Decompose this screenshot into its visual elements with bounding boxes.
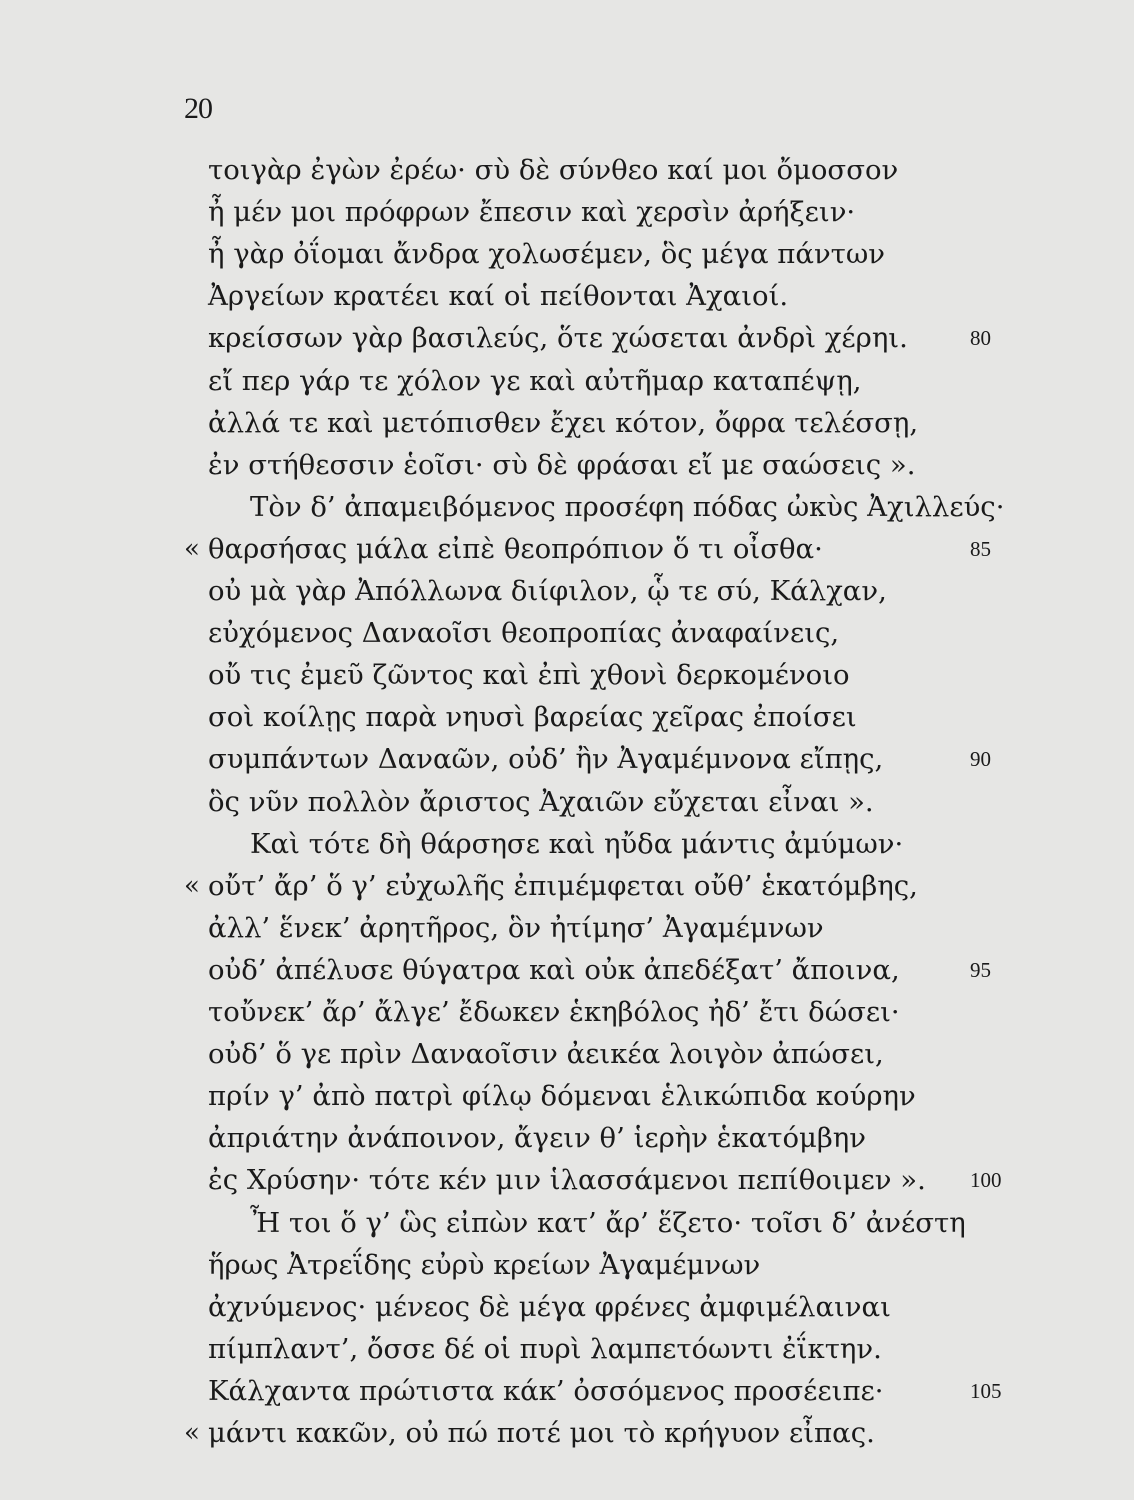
verse-line (0, 487, 1134, 527)
verse-text: τοιγὰρ ἐγὼν ἐρέω· σὺ δὲ σύνθεο καί μοι ὄμοσσον (208, 154, 899, 186)
verse-text: εἴ περ γάρ τε χόλον γε καὶ αὐτῆμαρ καταπέψῃ, (208, 364, 862, 397)
verse-text: ἀπριάτην ἀνάποινον, ἄγειν θ’ ἱερὴν ἑκατόμβην (208, 1122, 866, 1155)
verse-line (0, 361, 1134, 401)
line-number: 95 (970, 957, 991, 982)
verse-line (0, 318, 1134, 358)
verse-line (0, 1371, 1134, 1411)
verse-text: Κάλχαντα πρώτιστα κάκ’ ὀσσόμενος προσέειπε· (208, 1374, 884, 1407)
verse-line (0, 192, 1134, 232)
page-number: 20 (184, 92, 212, 125)
verse-line (0, 613, 1134, 653)
verse-line (0, 655, 1134, 695)
verse-line (0, 824, 1134, 864)
opening-quote-mark: « (184, 533, 200, 564)
verse-text: ἀλλ’ ἕνεκ’ ἀρητῆρος, ὃν ἠτίμησ’ Ἀγαμέμνων (208, 911, 824, 944)
opening-quote-mark: « (184, 870, 200, 901)
verse-text: τοὔνεκ’ ἄρ’ ἄλγε’ ἔδωκεν ἑκηβόλος ἠδ’ ἔτι δώσει· (208, 996, 900, 1028)
verse-text: ἐς Χρύσην· τότε κέν μιν ἱλασσάμενοι πεπίθοιμεν ». (208, 1164, 926, 1197)
verse-line (0, 1245, 1134, 1285)
verse-line (0, 950, 1134, 990)
verse-text: οὐ μὰ γὰρ Ἀπόλλωνα διίφιλον, ᾧ τε σύ, Κάλχαν, (208, 575, 887, 607)
line-number: 100 (970, 1168, 1002, 1193)
verse-line (0, 1034, 1134, 1074)
verse-line (0, 1118, 1134, 1158)
verse-text: Τὸν δ’ ἀπαμειβόμενος προσέφη πόδας ὠκὺς Ἀχιλλεύς· (250, 490, 1005, 523)
verse-text: ὃς νῦν πολλὸν ἄριστος Ἀχαιῶν εὔχεται εἶναι ». (208, 785, 874, 818)
verse-line (0, 445, 1134, 485)
verse-text: οὐδ’ ἀπέλυσε θύγατρα καὶ οὐκ ἀπεδέξατ’ ἄποινα, (208, 953, 900, 986)
verse-line (0, 992, 1134, 1032)
verse-line (0, 697, 1134, 737)
verse-line (0, 403, 1134, 443)
verse-text: ἦ γὰρ ὀΐομαι ἄνδρα χολωσέμεν, ὃς μέγα πάντων (208, 238, 886, 271)
verse-line (0, 1413, 1134, 1453)
verse-text: κρείσσων γὰρ βασιλεύς, ὅτε χώσεται ἀνδρὶ χέρηι. (208, 322, 908, 355)
verse-text: εὐχόμενος Δαναοῖσι θεοπροπίας ἀναφαίνεις, (208, 617, 840, 650)
verse-text: μάντι κακῶν, οὐ πώ ποτέ μοι τὸ κρήγυον εἶπας. (208, 1417, 875, 1449)
verse-text: σοὶ κοίλῃς παρὰ νηυσὶ βαρείας χεῖρας ἐποίσει (208, 701, 857, 734)
verse-line (0, 866, 1134, 906)
verse-line (0, 1329, 1134, 1369)
verse-text: ἀλλά τε καὶ μετόπισθεν ἔχει κότον, ὄφρα τελέσσῃ, (208, 406, 919, 439)
verse-text: οὔ τις ἐμεῦ ζῶντος καὶ ἐπὶ χθονὶ δερκομένοιο (208, 659, 850, 692)
line-number: 80 (970, 326, 991, 351)
verse-text: ἀχνύμενος· μένεος δὲ μέγα φρένες ἀμφιμέλαιναι (208, 1290, 891, 1323)
verse-text: οὔτ’ ἄρ’ ὅ γ’ εὐχωλῆς ἐπιμέμφεται οὔθ’ ἑκατόμβης, (208, 869, 918, 902)
verse-text: θαρσήσας μάλα εἰπὲ θεοπρόπιον ὅ τι οἶσθα· (208, 532, 823, 565)
verse-line (0, 908, 1134, 948)
verse-text: πρίν γ’ ἀπὸ πατρὶ φίλῳ δόμεναι ἑλικώπιδα κούρην (208, 1080, 916, 1113)
line-number: 85 (970, 536, 991, 561)
verse-text: Ἦ τοι ὅ γ’ ὣς εἰπὼν κατ’ ἄρ’ ἕζετο· τοῖσι δ’ ἀνέστη (250, 1206, 966, 1239)
verse-line (0, 1203, 1134, 1243)
verse-text: πίμπλαντ’, ὄσσε δέ οἱ πυρὶ λαμπετόωντι ἐΐκτην. (208, 1332, 882, 1365)
line-number: 105 (970, 1378, 1002, 1403)
verse-line (0, 1287, 1134, 1327)
verse-line (0, 782, 1134, 822)
verse-line (0, 276, 1134, 316)
line-number: 90 (970, 747, 991, 772)
verse-line (0, 739, 1134, 779)
verse-text: ἦ μέν μοι πρόφρων ἔπεσιν καὶ χερσὶν ἀρήξειν· (208, 196, 856, 229)
verse-text: ἐν στήθεσσιν ἑοῖσι· σὺ δὲ φράσαι εἴ με σαώσεις ». (208, 448, 916, 481)
verse-line (0, 1076, 1134, 1116)
verse-text: ἥρως Ἀτρεΐδης εὐρὺ κρείων Ἀγαμέμνων (208, 1248, 761, 1281)
verse-line (0, 1160, 1134, 1200)
verse-line (0, 150, 1134, 190)
verse-text: Καὶ τότε δὴ θάρσησε καὶ ηὔδα μάντις ἀμύμων· (250, 827, 904, 860)
verse-line (0, 529, 1134, 569)
opening-quote-mark: « (184, 1418, 200, 1448)
verse-text: οὐδ’ ὅ γε πρὶν Δαναοῖσιν ἀεικέα λοιγὸν ἀπώσει, (208, 1038, 884, 1071)
verse-line (0, 234, 1134, 274)
verse-line (0, 571, 1134, 611)
verse-text: συμπάντων Δαναῶν, οὐδ’ ἢν Ἀγαμέμνονα εἴπῃς, (208, 743, 884, 776)
verse-text: Ἀργείων κρατέει καί οἱ πείθονται Ἀχαιοί. (208, 280, 789, 313)
